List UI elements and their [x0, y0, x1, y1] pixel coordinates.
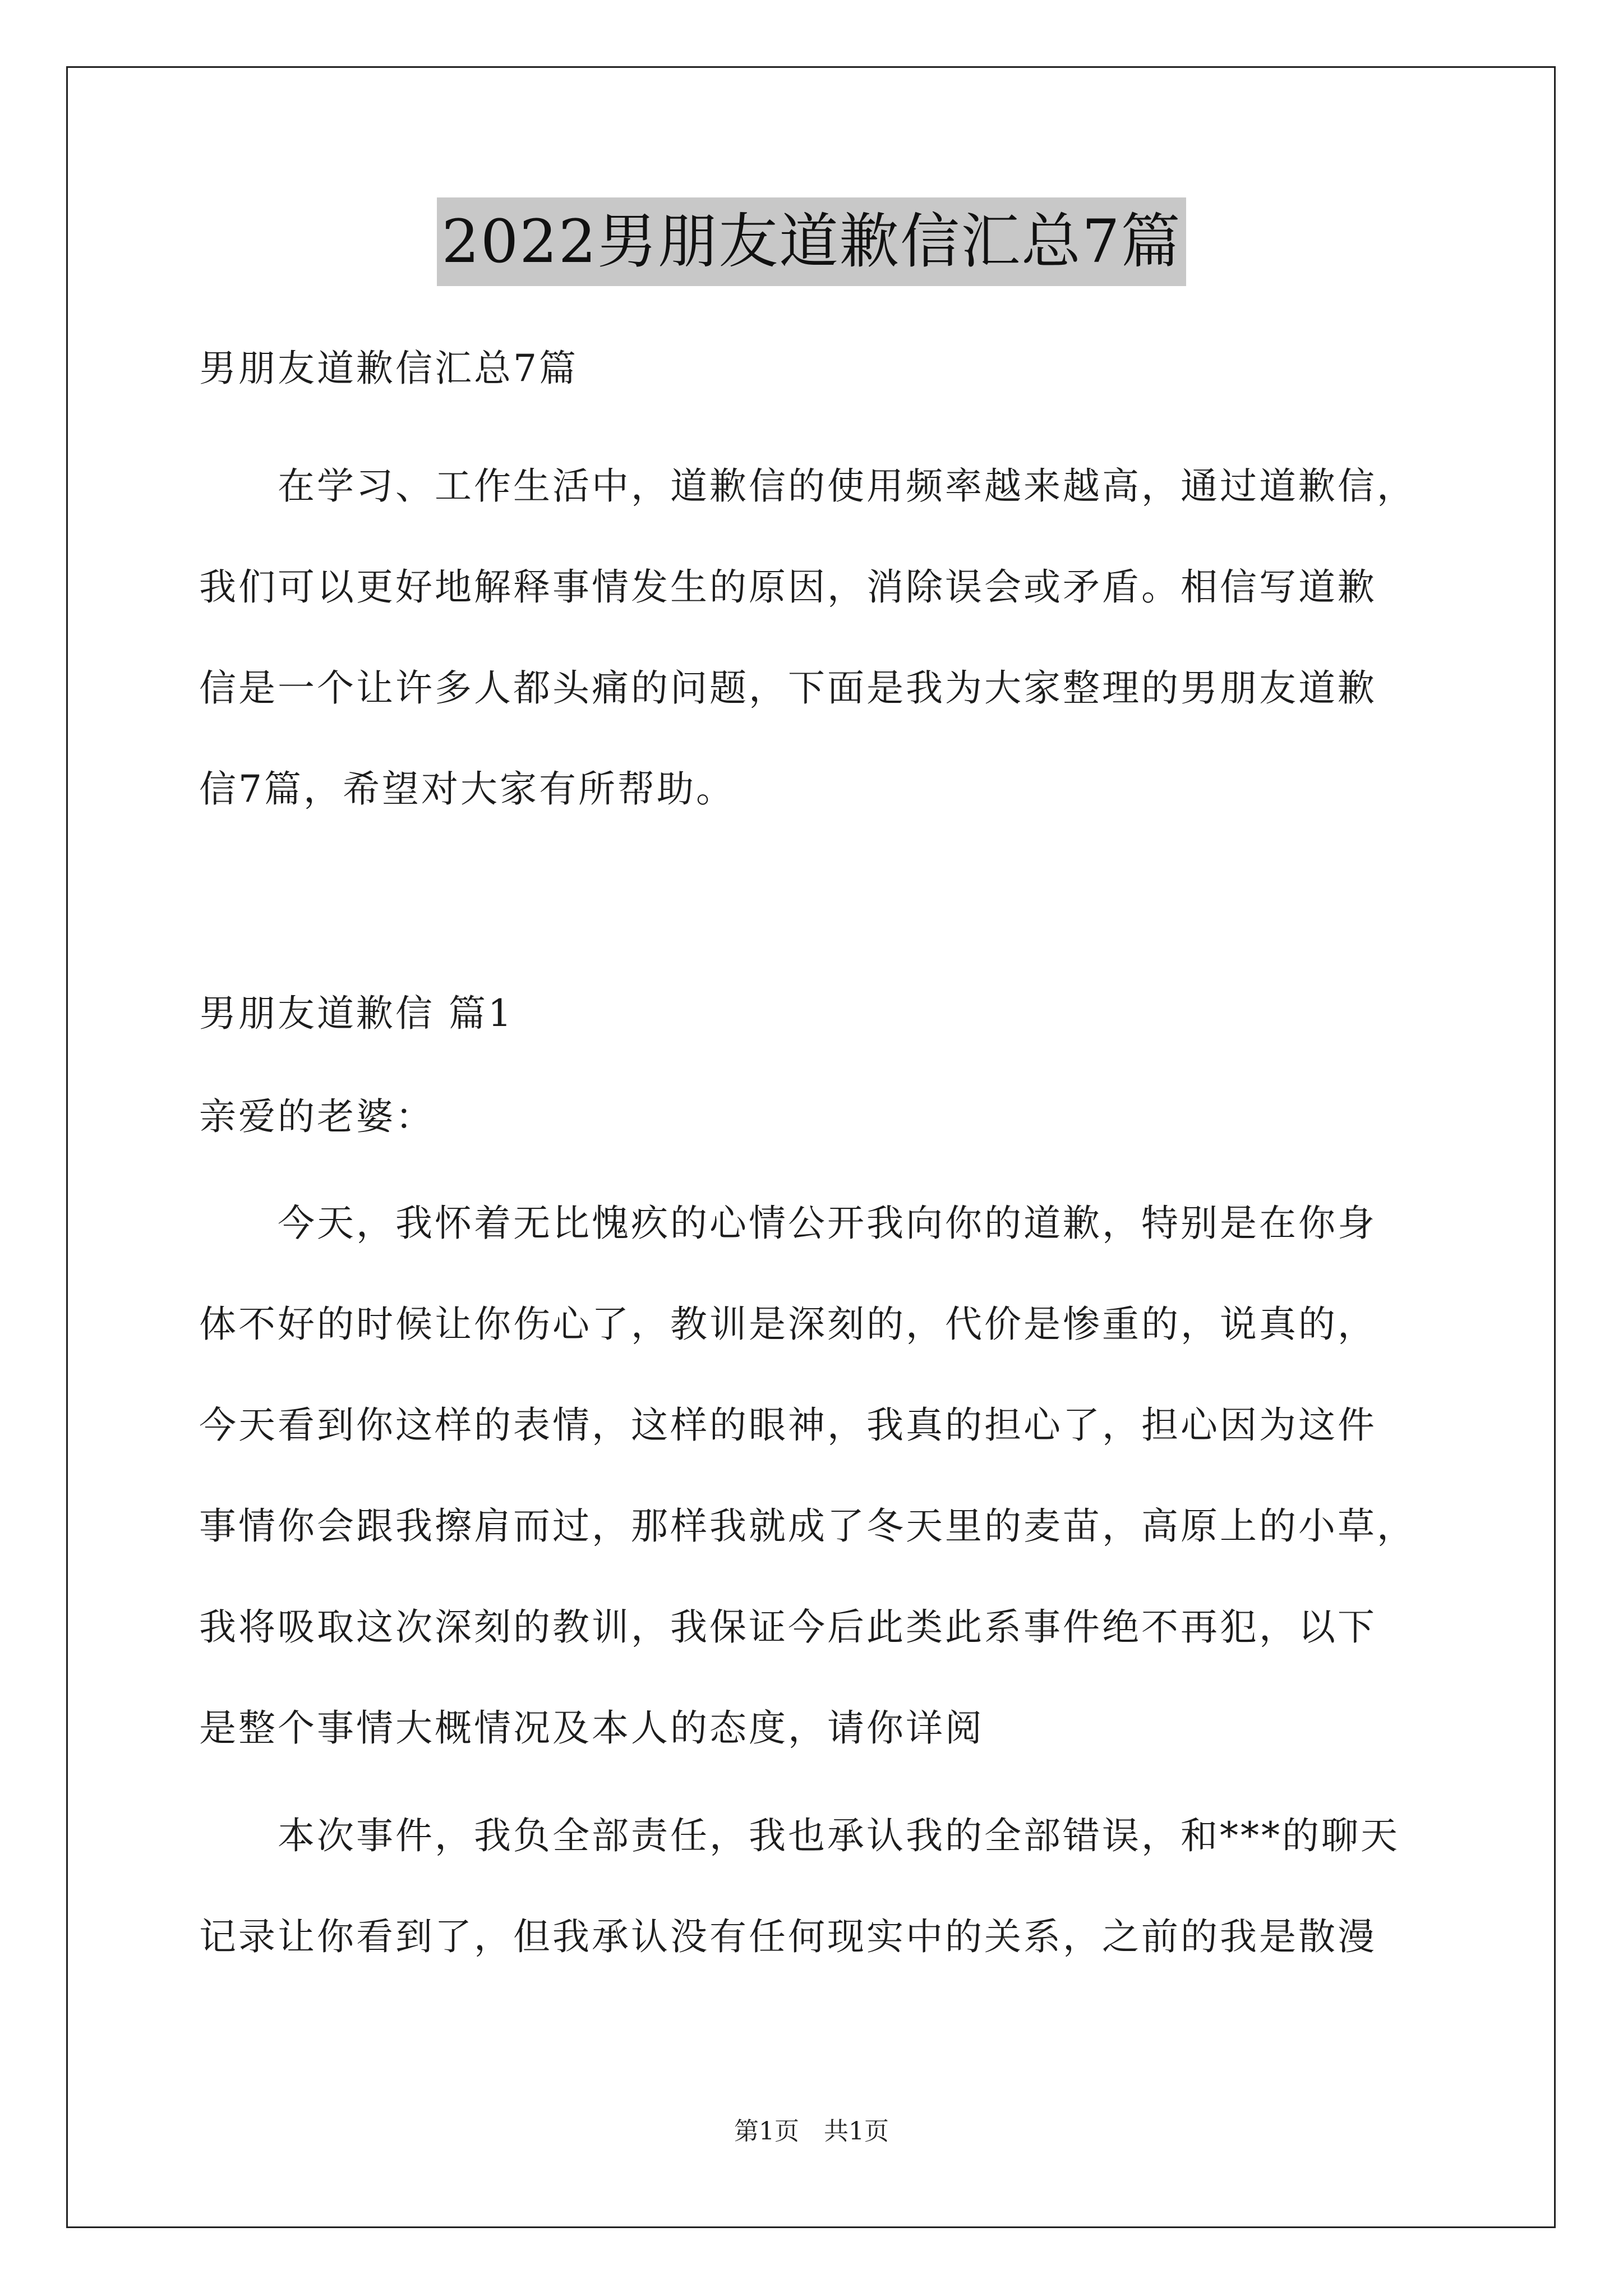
letter-paragraph-line: 今天看到你这样的表情，这样的眼神，我真的担心了，担心因为这件 [199, 1404, 1377, 1447]
letter-paragraph-line: 记录让你看到了，但我承认没有任何现实中的关系，之前的我是散漫 [199, 1915, 1377, 1958]
section-heading: 男朋友道歉信 篇1 [199, 992, 514, 1035]
salutation: 亲爱的老婆： [199, 1095, 435, 1138]
letter-paragraph-line: 我将吸取这次深刻的教训，我保证今后此类此系事件绝不再犯，以下 [199, 1605, 1377, 1649]
letter-paragraph-line: 本次事件，我负全部责任，我也承认我的全部错误，和***的聊天 [278, 1814, 1400, 1857]
letter-paragraph-line: 是整个事情大概情况及本人的态度，请你详阅 [199, 1706, 984, 1750]
letter-paragraph-line: 今天，我怀着无比愧疚的心情公开我向你的道歉，特别是在你身 [278, 1202, 1377, 1245]
subtitle-line: 男朋友道歉信汇总7篇 [199, 347, 578, 390]
intro-paragraph-line: 信是一个让许多人都头痛的问题，下面是我为大家整理的男朋友道歉 [199, 666, 1377, 710]
title-container [0, 197, 1623, 286]
letter-paragraph-line: 事情你会跟我擦肩而过，那样我就成了冬天里的麦苗，高原上的小草， [199, 1504, 1416, 1548]
page-number-footer: 第1页 共1页 [734, 2117, 889, 2146]
intro-paragraph-line: 在学习、工作生活中，道歉信的使用频率越来越高，通过道歉信， [278, 464, 1416, 508]
intro-paragraph-line: 我们可以更好地解释事情发生的原因，消除误会或矛盾。相信写道歉 [199, 565, 1377, 609]
letter-paragraph-line: 体不好的时候让你伤心了，教训是深刻的，代价是惨重的，说真的， [199, 1303, 1377, 1346]
document-title: 2022男朋友道歉信汇总7篇 [437, 197, 1186, 286]
intro-paragraph-line: 信7篇，希望对大家有所帮助。 [199, 767, 735, 811]
